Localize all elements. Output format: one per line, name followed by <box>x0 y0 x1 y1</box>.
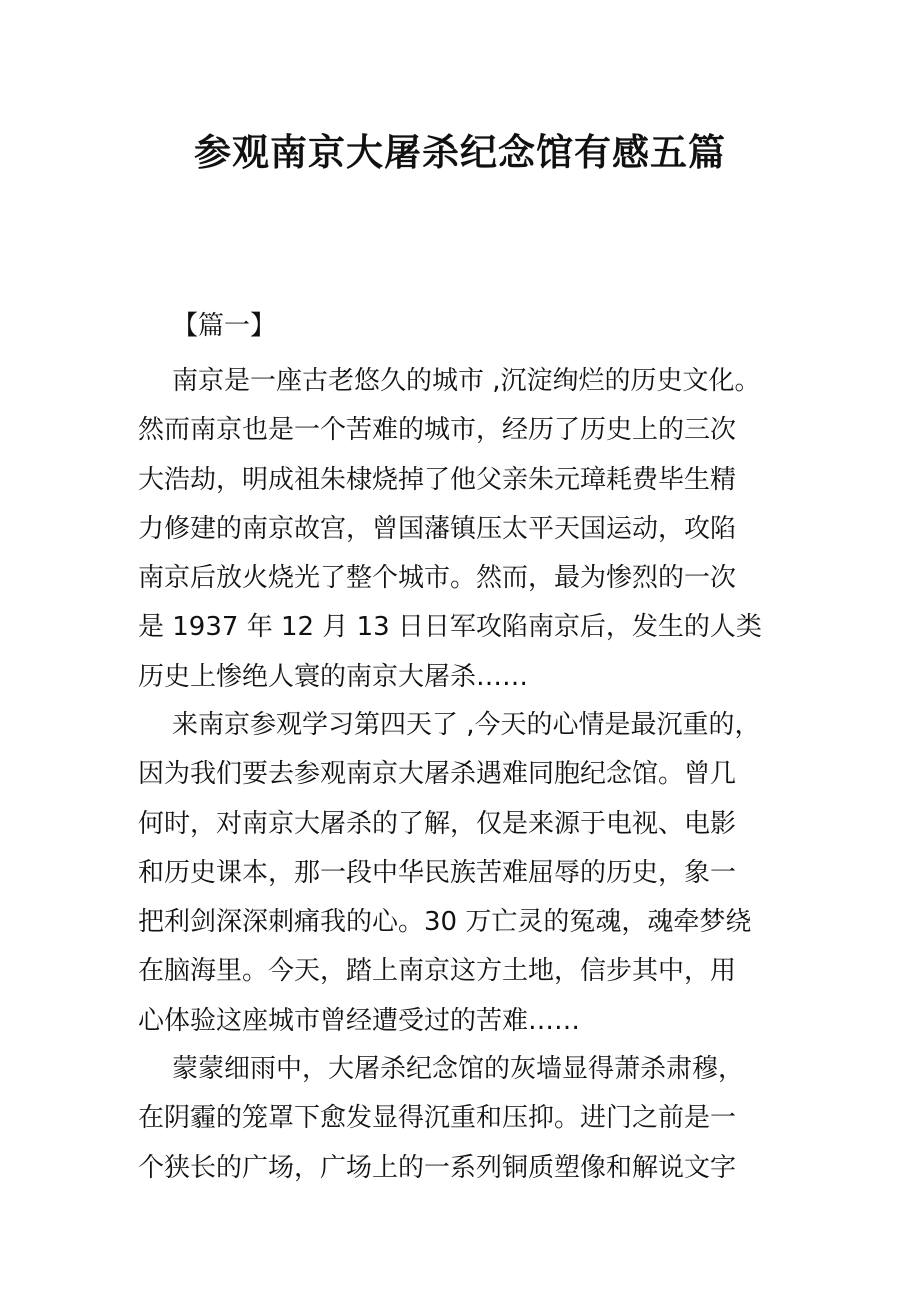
paragraph-line: 把利剑深深刺痛我的心。30 万亡灵的冤魂，魂牵梦绕 <box>138 907 752 938</box>
paragraph-1 <box>138 357 786 702</box>
paragraph-line: 蒙蒙细雨中，大屠杀纪念馆的灰墙显得萧杀肃穆， <box>172 1054 745 1084</box>
paragraph-line: 因为我们要去参观南京大屠杀遇难同胞纪念馆。曾几 <box>138 759 737 790</box>
paragraph-2 <box>138 701 786 1046</box>
paragraph-line: 然而南京也是一个苦难的城市，经历了历史上的三次 <box>138 415 737 446</box>
paragraph-line: 在脑海里。今天，踏上南京这方土地，信步其中，用 <box>138 956 737 987</box>
paragraph-line: 在阴霾的笼罩下愈发显得沉重和压抑。进门之前是一 <box>138 1103 737 1134</box>
paragraph-line: 和历史课本，那一段中华民族苦难屈辱的历史，象一 <box>138 857 737 888</box>
paragraph-line: 历史上惨绝人寰的南京大屠杀…… <box>138 661 529 692</box>
paragraph-line: 个狭长的广场，广场上的一系列铜质塑像和解说文字 <box>138 1152 737 1183</box>
paragraph-line: 南京后放火烧光了整个城市。然而，最为惨烈的一次 <box>138 563 737 594</box>
paragraph-line: 何时，对南京大屠杀的了解，仅是来源于电视、电影 <box>138 808 737 839</box>
paragraph-line: 力修建的南京故宫，曾国藩镇压太平天国运动，攻陷 <box>138 513 737 544</box>
paragraph-line: 南京是一座古老悠久的城市 ,沉淀绚烂的历史文化。 <box>172 366 761 396</box>
document-title: 参观南京大屠杀纪念馆有感五篇 <box>194 131 726 174</box>
paragraph-3 <box>138 1045 786 1193</box>
paragraph-line: 大浩劫，明成祖朱棣烧掉了他父亲朱元璋耗费毕生精 <box>138 464 737 495</box>
paragraph-line: 是 1937 年 12 月 13 日日军攻陷南京后，发生的人类 <box>138 612 762 643</box>
paragraph-line: 来南京参观学习第四天了 ,今天的心情是最沉重的， <box>172 710 761 740</box>
section-label: 【篇一】 <box>172 311 277 341</box>
paragraph-line: 心体验这座城市曾经遭受过的苦难…… <box>138 1005 581 1036</box>
